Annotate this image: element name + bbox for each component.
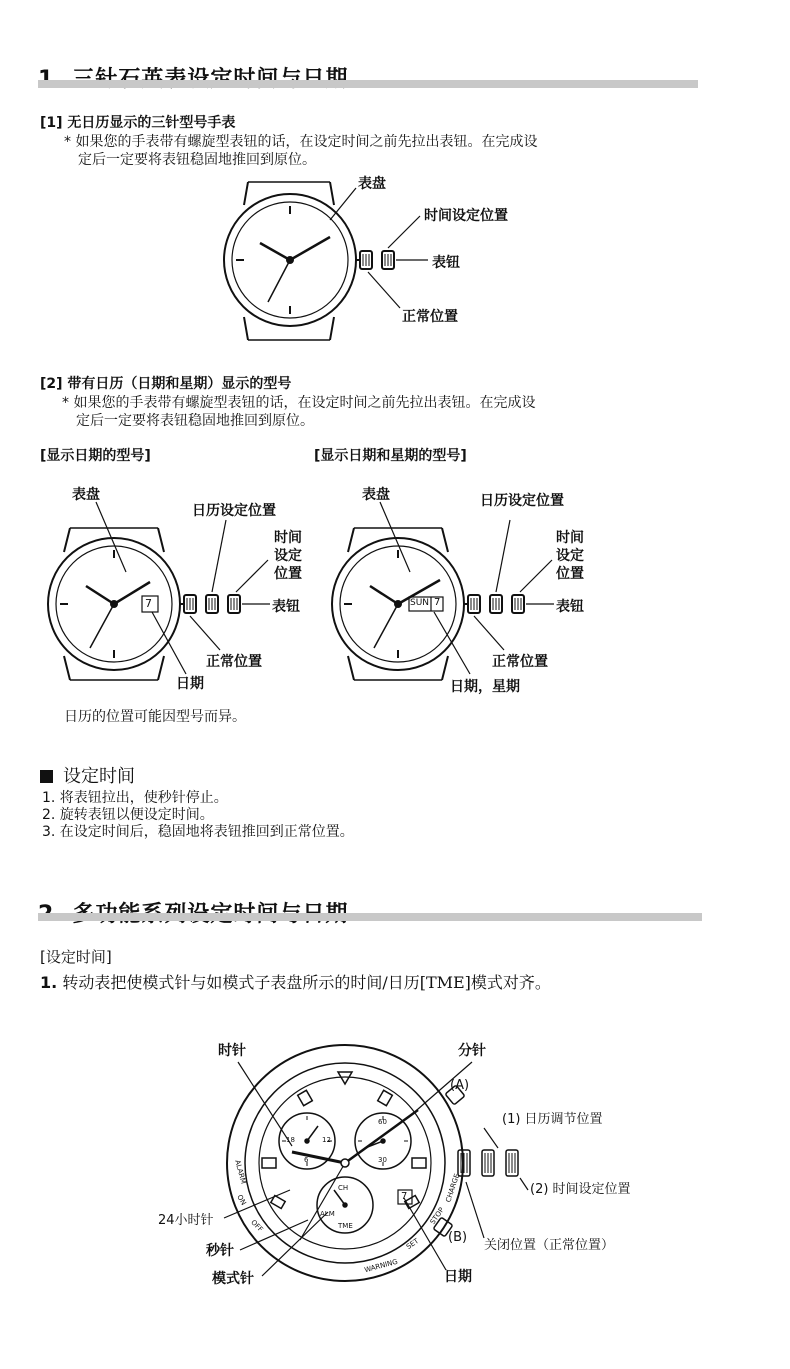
mf-mode-hand-label: 模式针 [212,1271,254,1287]
w3-date-day-label: 日期，星期 [450,679,520,695]
subdial-60: 60 [378,1118,387,1126]
mf-hour-hand-label: 时针 [218,1043,246,1059]
bezel-alarm: ALARM [233,1159,248,1185]
set-time-heading: 设定时间 [40,762,135,788]
w2-time-pos-3: 位置 [274,566,302,582]
sub1-note-line1: * 如果您的手表带有螺旋型表钮的话，在设定时间之前先拉出表钮。在完成设 [64,134,538,150]
w3-time-pos-3: 位置 [556,566,584,582]
subdial-tme: TME [338,1222,353,1230]
w3-cal-pos-label: 日历设定位置 [480,493,564,509]
subdial-ch: CH [338,1184,349,1192]
mf-closed-pos-label: 关闭位置（正常位置） [484,1238,615,1253]
subdial-alm: ALM [320,1210,335,1218]
subdial-12: 12 [322,1136,331,1144]
mf-second-hand-label: 秒针 [206,1243,234,1259]
w1-time-pos-label: 时间设定位置 [424,208,508,224]
mf-cal-pos-label: (1) 日历调节位置 [502,1112,603,1127]
set-time-step-1: 1. 将表钮拉出，使秒针停止。 [42,790,228,806]
w1-crown-label: 表钮 [432,255,460,271]
w3-time-pos-2: 设定 [556,548,584,564]
sub2-note-line2: 定后一定要将表钮稳固地推回到原位。 [76,413,314,429]
w1-dial-label: 表盘 [358,176,386,192]
subdial-30: 30 [378,1156,387,1164]
right-model-title: [显示日期和星期的型号] [314,448,467,464]
w2-date-label: 日期 [176,676,204,692]
sub1-heading: [1] 无日历显示的三针型号手表 [40,115,236,131]
w3-date-window: 7 [434,597,441,608]
square-bullet-icon [40,770,53,783]
w3-day-window: SUN [410,598,430,608]
mf-date-label: 日期 [444,1269,472,1285]
w2-normal-pos-label: 正常位置 [206,654,262,670]
mf-minute-hand-label: 分针 [458,1043,486,1059]
left-model-title: [显示日期的型号] [40,448,151,464]
mf-pusher-b-label: (B) [448,1230,468,1245]
set-time-step-3: 3. 在设定时间后，稳固地将表钮推回到正常位置。 [42,824,354,840]
mf-pusher-a-label: (A) [450,1078,470,1093]
mf-24h-hand-label: 24小时针 [158,1213,214,1228]
w3-dial-label: 表盘 [362,487,390,503]
calendar-footnote: 日历的位置可能因型号而异。 [64,709,246,725]
section2-title-bar [38,913,702,921]
w3-time-pos-1: 时间 [556,530,584,546]
w3-crown-label: 表钮 [556,599,584,615]
subdial-18: 18 [286,1136,295,1144]
bezel-on: ON [235,1193,248,1207]
w2-date-window: 7 [145,597,152,610]
bezel-warning: WARNING [363,1257,399,1275]
w2-dial-label: 表盘 [72,487,100,503]
w2-time-pos-1: 时间 [274,530,302,546]
sub2-note-line1: * 如果您的手表带有螺旋型表钮的话，在设定时间之前先拉出表钮。在完成设 [62,395,536,411]
section2-step1: 1. 转动表把使模式针与如模式子表盘所示的时间/日历[TME]模式对齐。 [40,973,551,992]
bezel-off: OFF [249,1218,265,1234]
w2-crown-label: 表钮 [272,599,300,615]
sub2-heading: [2] 带有日历（日期和星期）显示的型号 [40,376,292,392]
mf-time-pos-label: (2) 时间设定位置 [530,1182,631,1197]
w2-time-pos-2: 设定 [274,548,302,564]
mf-date-window: 7 [401,1191,408,1202]
set-time-step-2: 2. 旋转表钮以便设定时间。 [42,807,214,823]
bezel-stop: STOP [428,1206,446,1226]
w1-normal-pos-label: 正常位置 [402,309,458,325]
sub1-note-line2: 定后一定要将表钮稳固地推回到原位。 [78,152,316,168]
bezel-set: SET [404,1236,421,1252]
w3-normal-pos-label: 正常位置 [492,654,548,670]
w2-cal-pos-label: 日历设定位置 [192,503,276,519]
bezel-charge: CHARGE [444,1172,462,1204]
section2-heading: [设定时间] [40,948,112,966]
subdial-6: 6 [304,1156,309,1164]
